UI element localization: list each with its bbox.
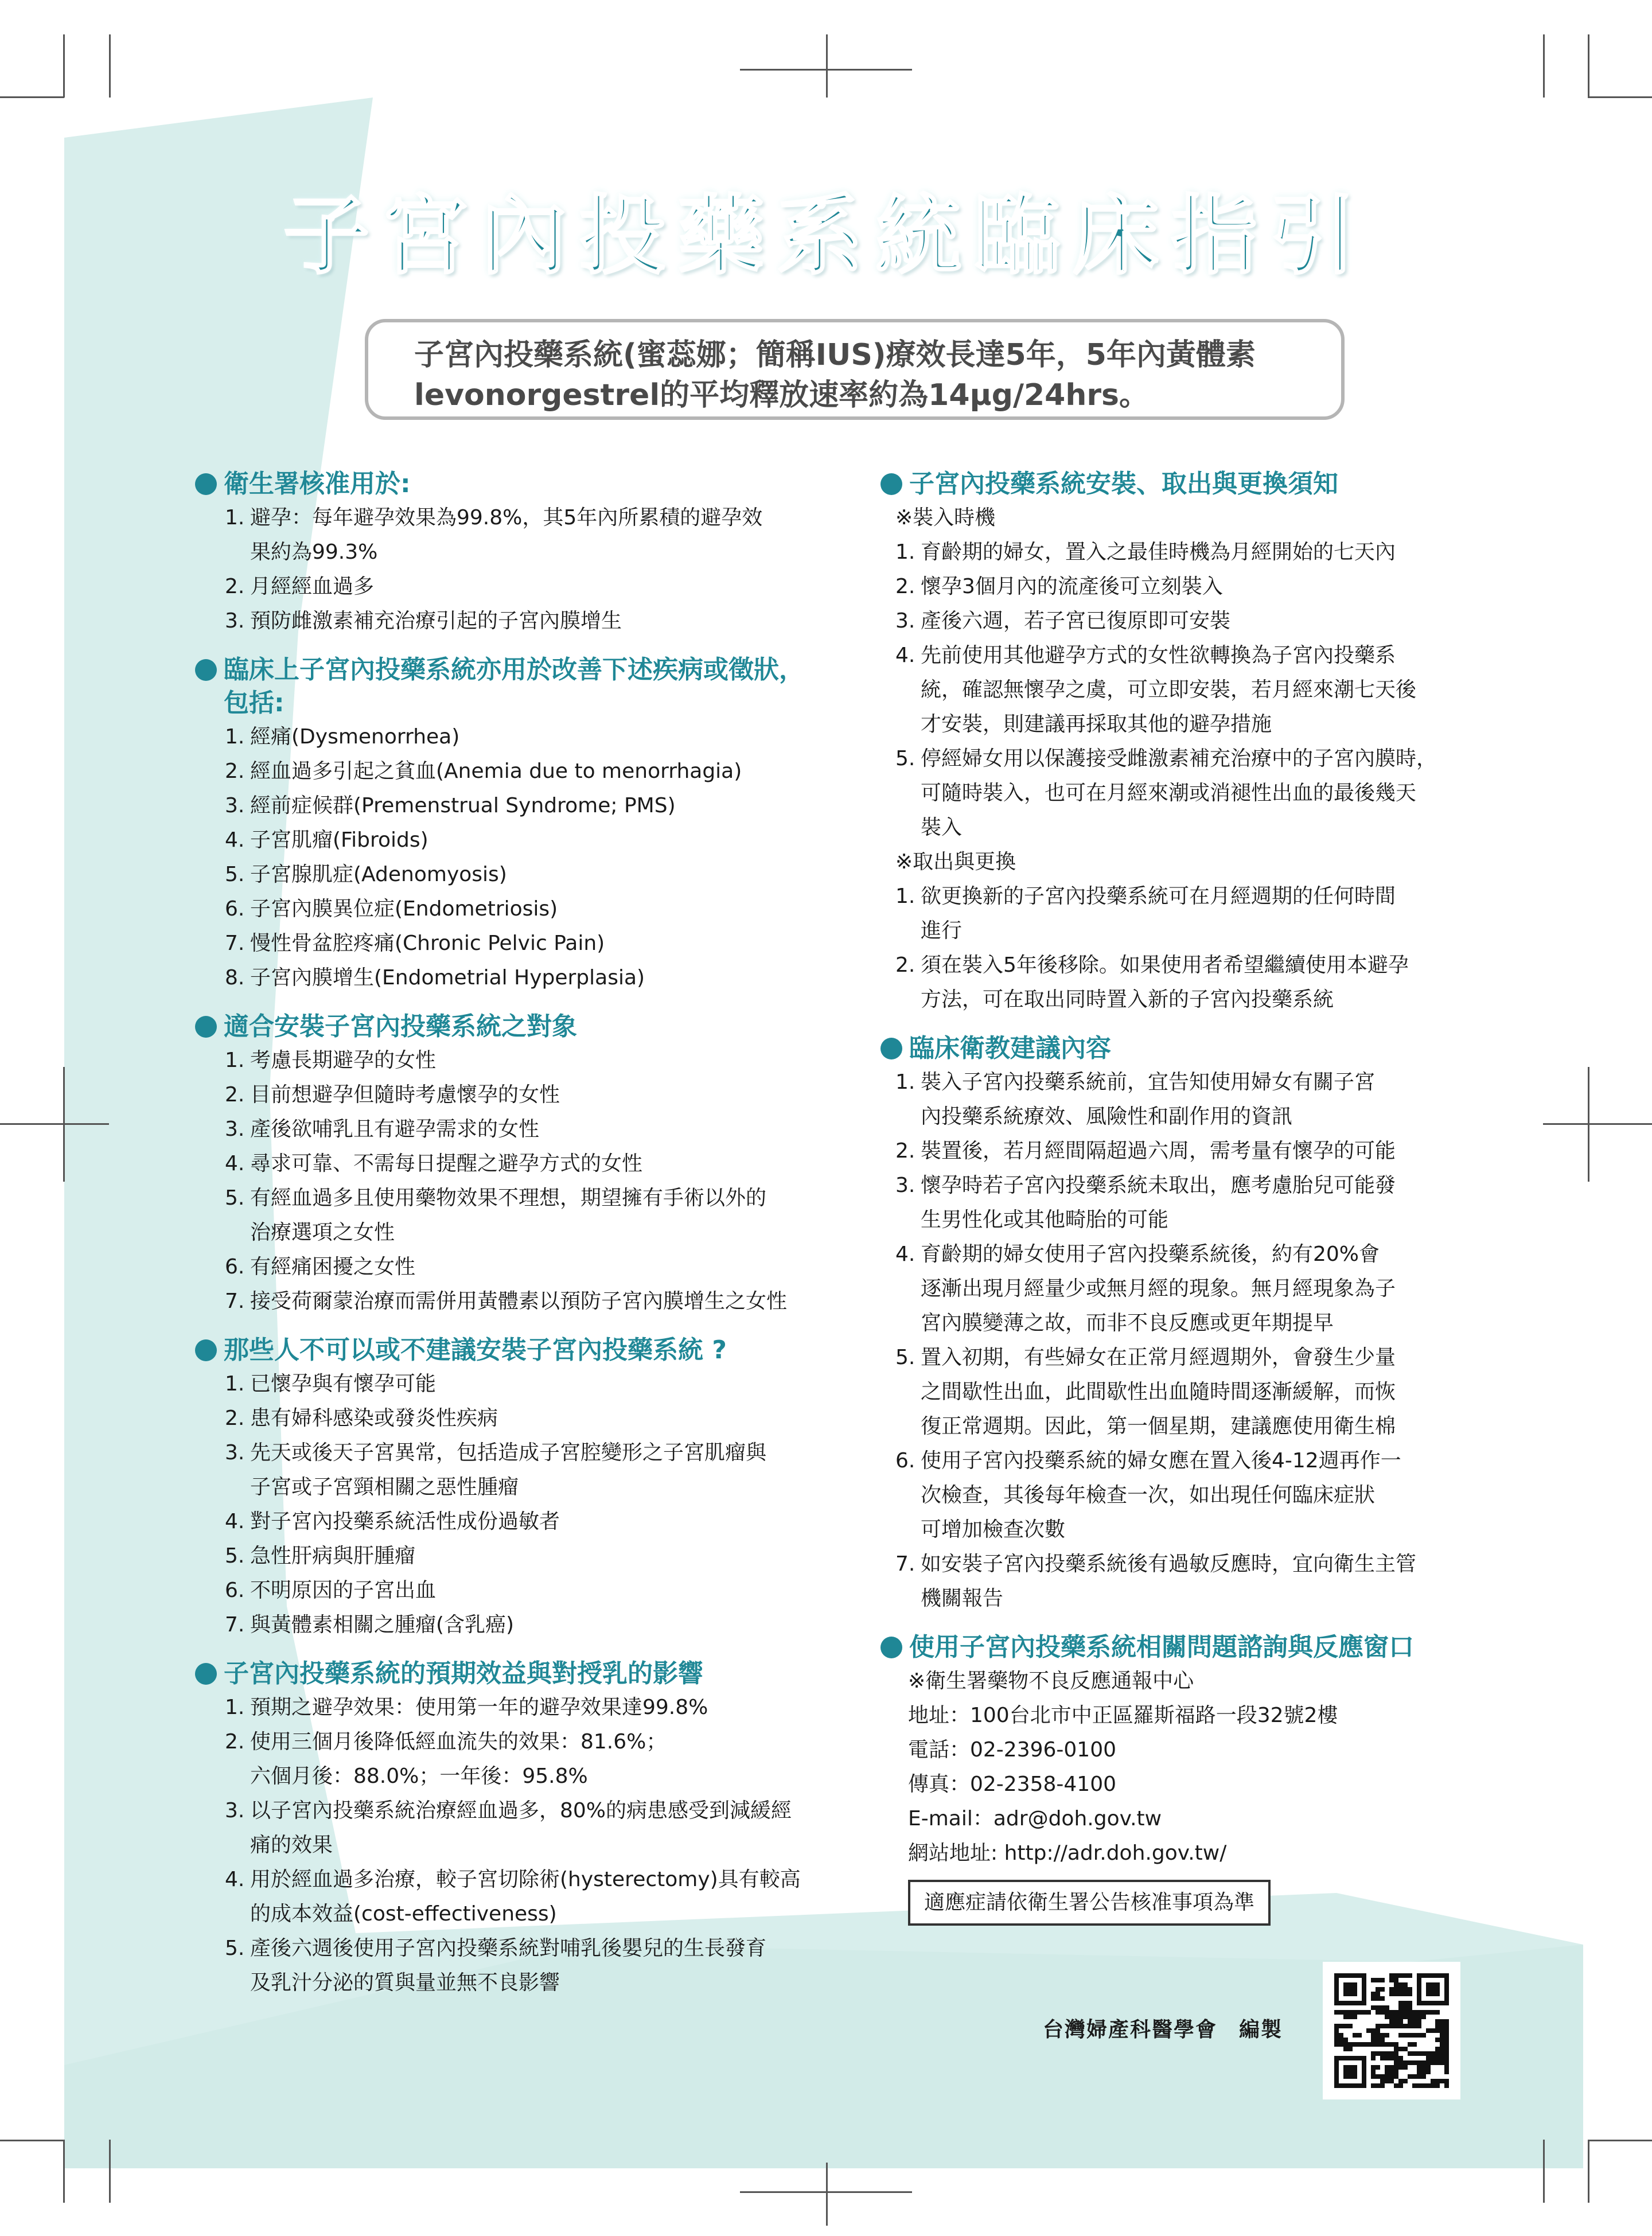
list-item-text: 經血過多引起之貧血(Anemia due to menorrhagia)	[250, 759, 742, 783]
list-item	[195, 1284, 855, 1319]
list-item-text: 子宮內膜增生(Endometrial Hyperplasia)	[250, 966, 645, 990]
list-item	[880, 742, 1511, 776]
list-item-text: 裝入子宮內投藥系統前，宜告知使用婦女有關子宮	[921, 1070, 1376, 1094]
list-item-number: 2.	[895, 575, 915, 598]
list-item-number: 5.	[895, 747, 915, 770]
list-item	[195, 926, 855, 961]
list-item-number: 3.	[225, 1799, 245, 1822]
publisher-credit: 台灣婦產科醫學會 編製	[1043, 2018, 1283, 2042]
list-item-text: 育齡期的婦女，置入之最佳時機為月經開始的七天內	[921, 540, 1396, 564]
list-item	[880, 1478, 1511, 1513]
list-item-text: 考慮長期避孕的女性	[250, 1049, 437, 1072]
intro-box	[365, 319, 1345, 420]
list-item-number: 6.	[225, 897, 245, 921]
list-item	[195, 1043, 855, 1078]
list-item-number: 2.	[225, 1083, 245, 1107]
bullet-dot-icon	[880, 1038, 902, 1059]
list-item	[195, 1112, 855, 1147]
section-heading	[195, 1010, 855, 1043]
section	[880, 468, 1511, 1017]
list-item	[880, 1065, 1511, 1100]
list-item-text: 目前想避孕但隨時考慮懷孕的女性	[250, 1083, 560, 1107]
list-item	[880, 1272, 1511, 1306]
list-item-text: 接受荷爾蒙治療而需併用黃體素以預防子宮內膜增生之女性	[250, 1290, 788, 1313]
bullet-dot-icon	[195, 473, 217, 495]
list-item	[195, 961, 855, 995]
list-item	[195, 1505, 855, 1539]
list-item-number: 5.	[225, 1186, 245, 1210]
list-item-text: 生男性化或其他畸胎的可能	[921, 1208, 1169, 1232]
section-heading-text: 衛生署核准用於:	[224, 469, 411, 498]
list-item	[195, 823, 855, 858]
section-heading-text: 那些人不可以或不建議安裝子宮內投藥系統 ?	[224, 1335, 727, 1365]
contact-email[interactable]: E-mail：adr@doh.gov.tw	[908, 1807, 1162, 1830]
list-item-number: 3.	[225, 1441, 245, 1464]
list-item-number: 4.	[225, 1152, 245, 1175]
list-item-number: 4.	[895, 644, 915, 667]
list-item-number: 3.	[895, 609, 915, 633]
list-item-number: 3.	[895, 1174, 915, 1197]
list-item	[195, 1078, 855, 1112]
list-item-number: 1.	[225, 1696, 245, 1719]
list-item-number: 2.	[225, 1730, 245, 1754]
list-item-text: 復正常週期。因此，第一個星期，建議應使用衛生棉	[921, 1415, 1396, 1438]
list-item	[195, 1966, 855, 2000]
list-item-text: 已懷孕與有懷孕可能	[250, 1372, 437, 1396]
list-item-number: 7.	[895, 1552, 915, 1576]
list-item	[880, 535, 1511, 570]
section-heading-text: 包括:	[224, 688, 285, 718]
bullet-dot-icon	[195, 659, 217, 681]
list-item-number: 2.	[895, 1139, 915, 1163]
list-item	[880, 811, 1511, 845]
intro-line: 子宮內投藥系統(蜜蕊娜；簡稱IUS)療效長達5年，5年內黃體素	[414, 338, 1256, 372]
section-heading	[195, 1657, 855, 1690]
list-item	[195, 858, 855, 892]
section-heading-text: 子宮內投藥系統安裝、取出與更換須知	[909, 469, 1338, 498]
list-item	[880, 983, 1511, 1017]
list-item	[880, 604, 1511, 638]
list-item-text: 可增加檢查次數	[921, 1518, 1066, 1541]
list-item	[195, 1573, 855, 1608]
list-item	[880, 1581, 1511, 1616]
list-item	[880, 1409, 1511, 1444]
list-item-text: 產後六週，若子宮已復原即可安裝	[921, 609, 1231, 633]
list-item-number: 1.	[895, 1070, 915, 1094]
intro-line: levonorgestrel的平均釋放速率約為14μg/24hrs。	[414, 378, 1149, 412]
list-item	[195, 1608, 855, 1642]
list-item-text: 以子宮內投藥系統治療經血過多，80%的病患感受到減緩經	[250, 1799, 792, 1822]
list-item-text: 先天或後天子宮異常，包括造成子宮腔變形之子宮肌瘤與	[250, 1441, 767, 1464]
group-note: ※裝入時機	[895, 506, 996, 529]
list-item	[880, 1203, 1511, 1237]
list-item-text: 宮內膜變薄之故，而非不良反應或更年期提早	[921, 1311, 1334, 1335]
section-heading-text: 使用子宮內投藥系統相關問題諮詢與反應窗口	[909, 1633, 1414, 1662]
list-item	[880, 1547, 1511, 1581]
list-item	[880, 948, 1511, 983]
list-item	[195, 1216, 855, 1250]
section-heading	[195, 1334, 855, 1367]
list-item	[195, 1690, 855, 1725]
list-item	[880, 1134, 1511, 1168]
list-item	[880, 1513, 1511, 1547]
list-item-text: 才安裝，則建議再採取其他的避孕措施	[921, 712, 1272, 736]
list-item-text: 有經血過多且使用藥物效果不理想，期望擁有手術以外的	[250, 1186, 767, 1210]
section-heading-text: 臨床上子宮內投藥系統亦用於改善下述疾病或徵狀，	[224, 655, 804, 684]
list-item-text: 之間歇性出血，此間歇性出血隨時間逐漸緩解，而恢	[921, 1380, 1396, 1404]
list-item-text: 治療選項之女性	[250, 1221, 395, 1244]
right-column	[880, 468, 1511, 1941]
contact-phone: 電話：02-2396-0100	[908, 1738, 1117, 1762]
list-item	[195, 1401, 855, 1436]
list-item-number: 8.	[225, 966, 245, 990]
bullet-dot-icon	[195, 1339, 217, 1361]
list-item	[880, 1306, 1511, 1341]
list-item	[195, 754, 855, 789]
list-item	[195, 1931, 855, 1966]
list-item-text: 先前使用其他避孕方式的女性欲轉換為子宮內投藥系	[921, 644, 1396, 667]
list-item	[880, 1100, 1511, 1134]
list-item	[880, 1444, 1511, 1478]
section-heading	[195, 653, 855, 720]
list-item-number: 1.	[895, 885, 915, 908]
list-item-text: 避孕：每年避孕效果為99.8%，其5年內所累積的避孕效	[250, 506, 763, 529]
list-item-text: 產後欲哺乳且有避孕需求的女性	[250, 1117, 540, 1141]
list-item-text: 置入初期，有些婦女在正常月經週期外，會發生少量	[921, 1346, 1396, 1369]
list-item-number: 2.	[225, 759, 245, 783]
list-item-text: 方法，可在取出同時置入新的子宮內投藥系統	[921, 988, 1334, 1011]
list-item-text: 經前症候群(Premenstrual Syndrome; PMS)	[250, 794, 676, 817]
list-item-text: 裝置後，若月經間隔超過六周，需考量有懷孕的可能	[921, 1139, 1396, 1163]
bullet-dot-icon	[195, 1663, 217, 1685]
section	[195, 468, 855, 638]
list-item	[880, 1375, 1511, 1409]
list-item-text: 育齡期的婦女使用子宮內投藥系統後，約有20%會	[921, 1242, 1380, 1266]
list-item-text: 與黃體素相關之腫瘤(含乳癌)	[250, 1613, 515, 1637]
list-item	[195, 1181, 855, 1216]
list-item-text: 的成本效益(cost-effectiveness)	[250, 1902, 557, 1926]
list-item	[195, 1470, 855, 1505]
list-item	[880, 707, 1511, 742]
section	[195, 1657, 855, 2000]
list-item-text: 懷孕3個月內的流產後可立刻裝入	[921, 575, 1223, 598]
list-item	[880, 1168, 1511, 1203]
list-item-text: 懷孕時若子宮內投藥系統未取出，應考慮胎兒可能發	[921, 1174, 1396, 1197]
list-item-text: 子宮腺肌症(Adenomyosis)	[250, 863, 507, 886]
list-item-text: 欲更換新的子宮內投藥系統可在月經週期的任何時間	[921, 885, 1396, 908]
section-heading-text: 適合安裝子宮內投藥系統之對象	[224, 1012, 577, 1041]
list-item-text: 子宮內膜異位症(Endometriosis)	[250, 897, 558, 921]
list-item	[880, 879, 1511, 914]
qr-code-icon	[1334, 1973, 1449, 2088]
list-item-text: 不明原因的子宮出血	[250, 1579, 437, 1602]
list-item	[195, 1794, 855, 1828]
list-item	[880, 570, 1511, 604]
list-item-text: 果約為99.3%	[250, 540, 378, 564]
list-item-number: 1.	[225, 1049, 245, 1072]
list-item-number: 2.	[225, 575, 245, 598]
contact-center: ※衛生署藥物不良反應通報中心	[908, 1669, 1194, 1693]
list-item-text: 子宮肌瘤(Fibroids)	[250, 828, 428, 852]
section	[195, 1010, 855, 1319]
list-item-text: 有經痛困擾之女性	[250, 1255, 416, 1279]
list-item-text: 尋求可靠、不需每日提醒之避孕方式的女性	[250, 1152, 643, 1175]
list-item-text: 產後六週後使用子宮內投藥系統對哺乳後嬰兒的生長發育	[250, 1937, 767, 1960]
list-item-number: 2.	[225, 1407, 245, 1430]
section-heading-text: 臨床衛教建議內容	[909, 1034, 1111, 1063]
list-item-text: 逐漸出現月經量少或無月經的現象。無月經現象為子	[921, 1277, 1396, 1300]
list-item-text: 用於經血過多治療，較子宮切除術(hysterectomy)具有較高	[250, 1868, 801, 1891]
bullet-dot-icon	[195, 1016, 217, 1038]
list-item	[195, 1897, 855, 1931]
list-item-text: 痛的效果	[250, 1833, 333, 1857]
list-item-text: 及乳汁分泌的質與量並無不良影響	[250, 1971, 560, 1995]
list-item-text: 須在裝入5年後移除。如果使用者希望繼續使用本避孕	[921, 953, 1409, 977]
contact-website[interactable]: 網站地址: http://adr.doh.gov.tw/	[908, 1841, 1227, 1865]
list-item-text: 月經經血過多	[250, 575, 375, 598]
list-item-number: 4.	[895, 1242, 915, 1266]
list-item-text: 慢性骨盆腔疼痛(Chronic Pelvic Pain)	[250, 932, 605, 955]
list-item	[195, 1828, 855, 1863]
list-item-number: 7.	[225, 1290, 245, 1313]
list-item-text: 內投藥系統療效、風險性和副作用的資訊	[921, 1105, 1293, 1128]
list-item-text: 急性肝病與肝腫瘤	[250, 1544, 416, 1568]
list-item-number: 5.	[225, 863, 245, 886]
list-item-number: 4.	[225, 1510, 245, 1533]
list-item-text: 次檢查，其後每年檢查一次，如出現任何臨床症狀	[921, 1483, 1376, 1507]
list-item-number: 7.	[225, 932, 245, 955]
list-item	[195, 1539, 855, 1573]
list-item	[195, 720, 855, 754]
bullet-dot-icon	[880, 473, 902, 495]
list-item-number: 6.	[225, 1579, 245, 1602]
list-item-number: 1.	[895, 540, 915, 564]
list-item-text: 六個月後：88.0%；一年後：95.8%	[250, 1764, 588, 1788]
list-item-text: 可隨時裝入，也可在月經來潮或消褪性出血的最後幾天	[921, 781, 1417, 805]
section	[880, 1631, 1511, 1926]
section-heading	[880, 468, 1511, 501]
section-heading	[880, 1631, 1511, 1664]
list-item-number: 2.	[895, 953, 915, 977]
list-item-text: 子宮或子宮頸相關之惡性腫瘤	[250, 1475, 519, 1499]
list-item	[195, 535, 855, 570]
indication-notice: 適應症請依衛生署公告核准事項為準	[908, 1880, 1271, 1926]
list-item-text: 使用三個月後降低經血流失的效果：81.6%；	[250, 1730, 667, 1754]
list-item-number: 5.	[225, 1937, 245, 1960]
list-item-number: 1.	[225, 506, 245, 529]
list-item-text: 統，確認無懷孕之虞，可立即安裝，若月經來潮七天後	[921, 678, 1417, 702]
list-item-number: 4.	[225, 828, 245, 852]
list-item-text: 預防雌激素補充治療引起的子宮內膜增生	[250, 609, 622, 633]
list-item-text: 經痛(Dysmenorrhea)	[250, 725, 460, 749]
list-item-text: 如安裝子宮內投藥系統後有過敏反應時，宜向衛生主管	[921, 1552, 1417, 1576]
list-item-text: 機關報告	[921, 1587, 1004, 1610]
list-item	[195, 1863, 855, 1897]
list-item	[880, 638, 1511, 673]
list-item-number: 5.	[225, 1544, 245, 1568]
list-item-number: 7.	[225, 1613, 245, 1637]
section-heading	[880, 1032, 1511, 1065]
group-note: ※取出與更換	[895, 850, 1016, 874]
contact-fax: 傳真：02-2358-4100	[908, 1773, 1117, 1796]
page-title: 子宮內投藥系統臨床指引	[283, 186, 1369, 286]
section	[880, 1032, 1511, 1616]
list-item-text: 進行	[921, 919, 963, 942]
list-item-number: 3.	[225, 609, 245, 633]
list-item	[195, 1147, 855, 1181]
list-item	[195, 570, 855, 604]
list-item-text: 對子宮內投藥系統活性成份過敏者	[250, 1510, 560, 1533]
list-item	[195, 1436, 855, 1470]
list-item	[880, 914, 1511, 948]
list-item-number: 6.	[895, 1449, 915, 1473]
list-item-number: 3.	[225, 1117, 245, 1141]
contact-address: 地址：100台北市中正區羅斯福路一段32號2樓	[908, 1704, 1338, 1727]
list-item-text: 使用子宮內投藥系統的婦女應在置入後4-12週再作一	[921, 1449, 1401, 1473]
list-item	[195, 892, 855, 926]
list-item-number: 6.	[225, 1255, 245, 1279]
list-item	[880, 673, 1511, 707]
list-item	[880, 776, 1511, 811]
list-item	[195, 1250, 855, 1284]
section-heading	[195, 468, 855, 501]
list-item-text: 患有婦科感染或發炎性疾病	[250, 1407, 498, 1430]
qr-code[interactable]	[1323, 1962, 1460, 2099]
list-item	[195, 501, 855, 535]
left-column	[195, 468, 855, 2015]
list-item-text: 停經婦女用以保護接受雌激素補充治療中的子宮內膜時，	[921, 747, 1437, 770]
list-item	[195, 604, 855, 638]
list-item-number: 1.	[225, 1372, 245, 1396]
section	[195, 1334, 855, 1642]
list-item	[880, 1237, 1511, 1272]
section-heading-text: 子宮內投藥系統的預期效益與對授乳的影響	[224, 1659, 703, 1688]
bullet-dot-icon	[880, 1637, 902, 1658]
list-item-text: 預期之避孕效果：使用第一年的避孕效果達99.8%	[250, 1696, 708, 1719]
list-item	[880, 1341, 1511, 1375]
list-item	[195, 1367, 855, 1401]
list-item-number: 1.	[225, 725, 245, 749]
list-item-text: 裝入	[921, 816, 963, 839]
list-item-number: 5.	[895, 1346, 915, 1369]
list-item	[195, 789, 855, 823]
section	[195, 653, 855, 995]
list-item	[195, 1759, 855, 1794]
list-item-number: 4.	[225, 1868, 245, 1891]
list-item-number: 3.	[225, 794, 245, 817]
list-item	[195, 1725, 855, 1759]
